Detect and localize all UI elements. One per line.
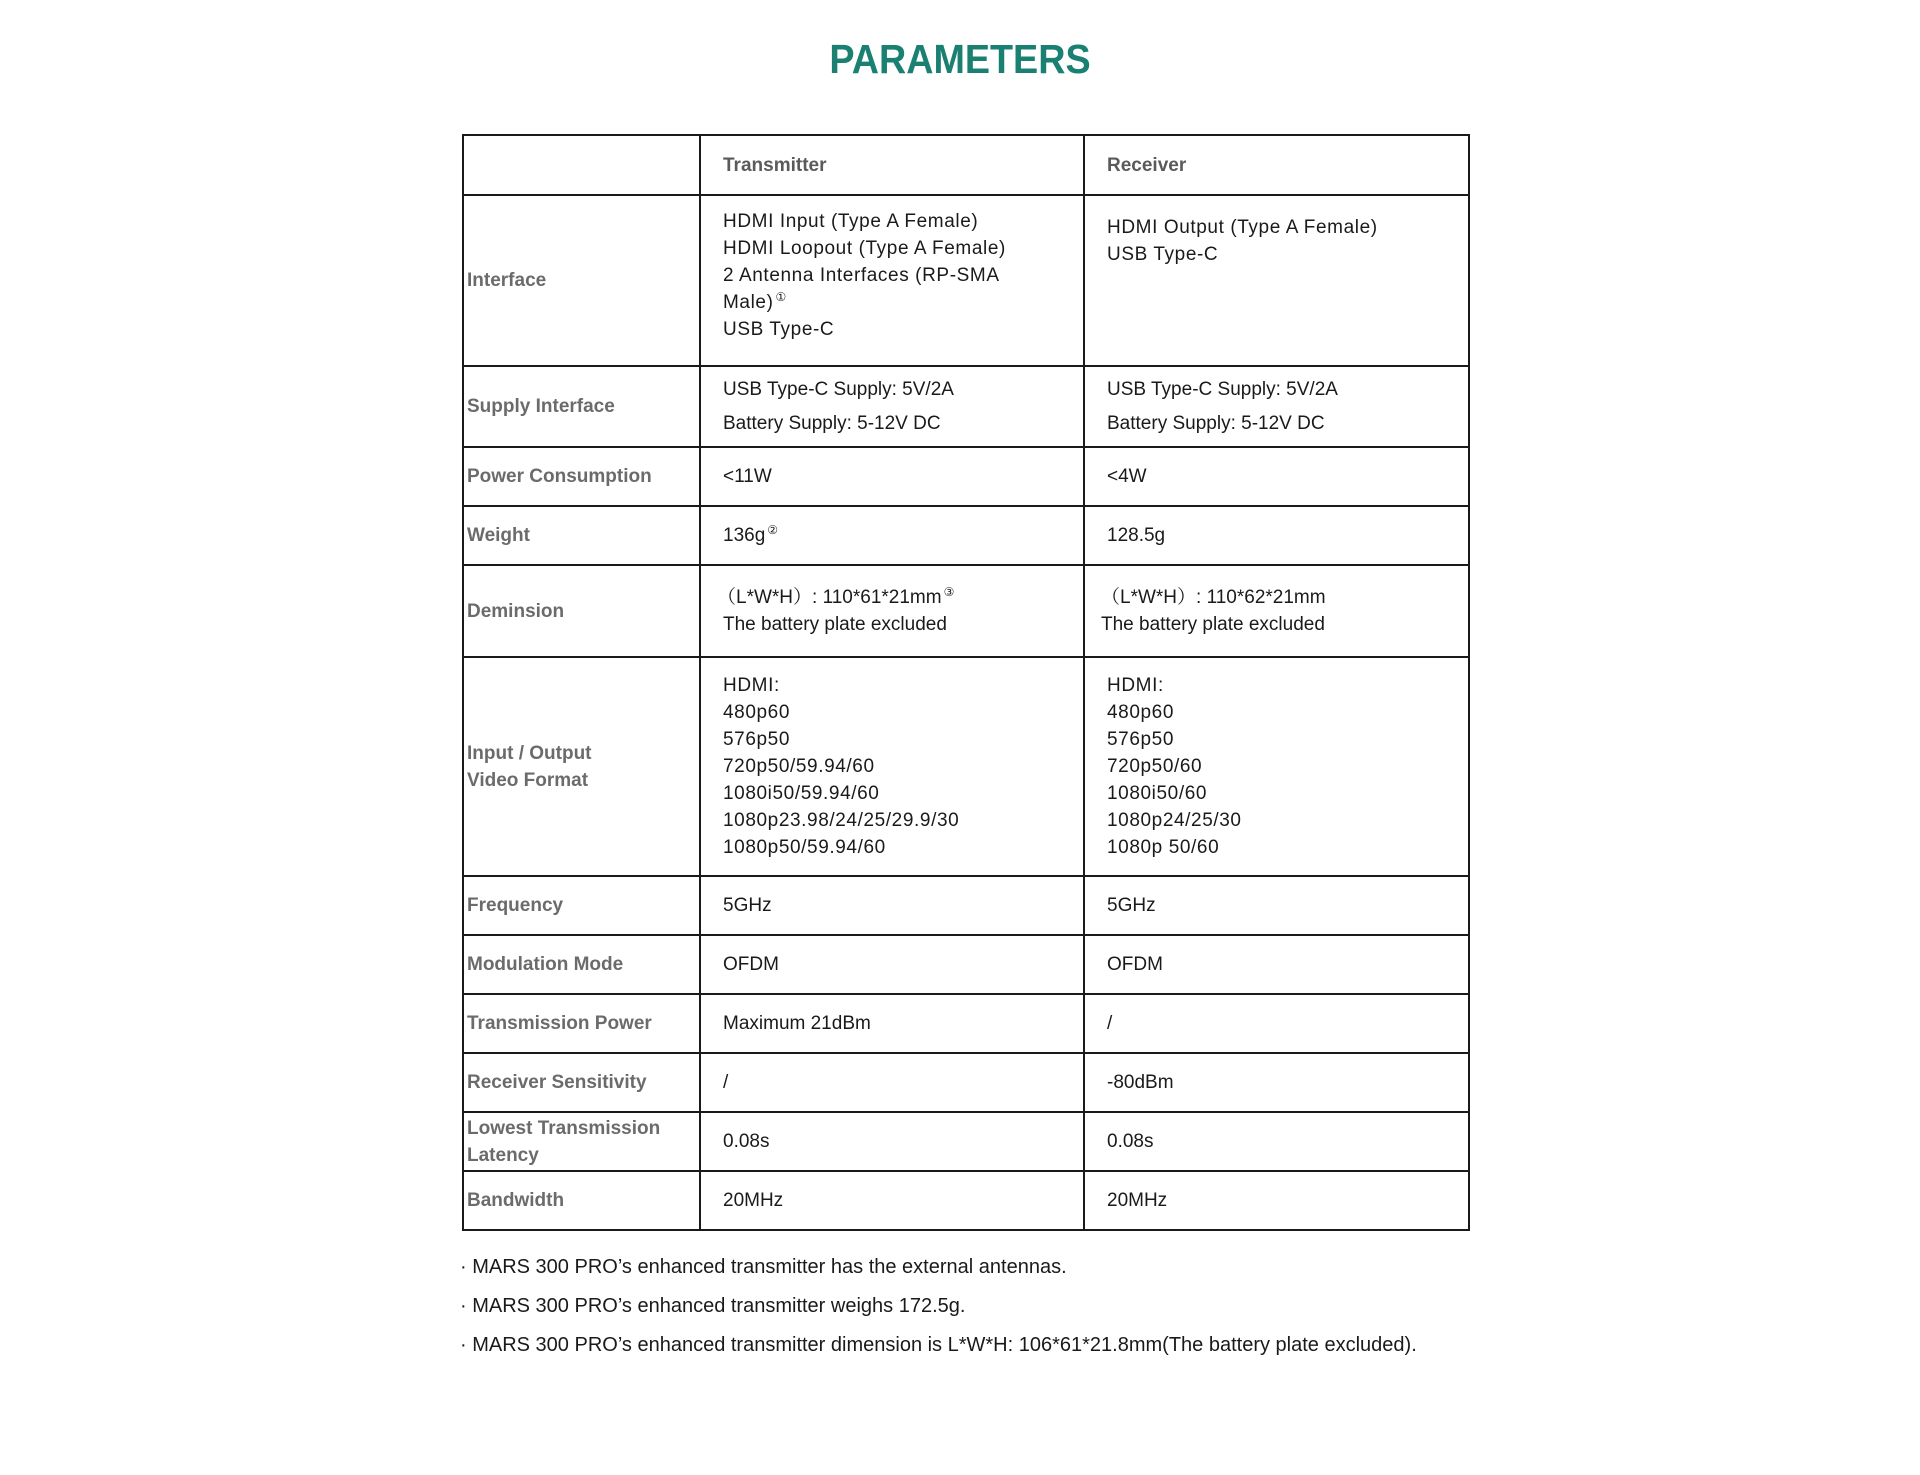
- video-tx-line: 480p60: [723, 702, 791, 723]
- video-tx-line: 720p50/59.94/60: [723, 756, 875, 777]
- row-label-supply: Supply Interface: [463, 366, 700, 447]
- dimension-transmitter-cell: [700, 565, 1084, 657]
- footnote-item: · MARS 300 PRO’s enhanced transmitter has the external antennas.: [460, 1256, 1067, 1278]
- transmission-power-receiver-cell: /: [1084, 994, 1469, 1053]
- video-rx-line: 480p60: [1107, 702, 1175, 723]
- row-label-power: Power Consumption: [463, 447, 700, 506]
- row-label-video-line: Input / Output: [467, 742, 592, 764]
- video-tx-line: 576p50: [723, 729, 791, 750]
- video-rx-line: 1080i50/60: [1107, 783, 1208, 804]
- table-row-frequency: [463, 876, 1469, 935]
- supply-rx-line: Battery Supply: 5-12V DC: [1107, 412, 1325, 434]
- interface-rx-line: HDMI Output (Type A Female): [1107, 217, 1378, 238]
- interface-tx-line: 2 Antenna Interfaces (RP-SMA: [723, 265, 1000, 286]
- interface-transmitter-cell: [700, 195, 1084, 366]
- dimension-tx-line: The battery plate excluded: [723, 614, 947, 635]
- table-row-video-format: [463, 657, 1469, 876]
- frequency-transmitter-cell: 5GHz: [700, 876, 1084, 935]
- table-row-weight: [463, 506, 1469, 565]
- page-title: PARAMETERS: [829, 36, 1091, 82]
- supply-transmitter-cell: [700, 366, 1084, 447]
- footnote-marker-1: ①: [775, 289, 787, 304]
- row-label-latency: [463, 1112, 700, 1171]
- dimension-tx-size: （L*W*H）: 110*61*21mm: [717, 587, 942, 608]
- latency-transmitter-cell: 0.08s: [700, 1112, 1084, 1171]
- modulation-transmitter-cell: OFDM: [700, 935, 1084, 994]
- dimension-rx-line: The battery plate excluded: [1101, 614, 1325, 635]
- interface-tx-text: Male): [723, 292, 774, 313]
- frequency-receiver-cell: 5GHz: [1084, 876, 1469, 935]
- header-transmitter: Transmitter: [700, 135, 1084, 195]
- interface-rx-line: USB Type-C: [1107, 244, 1219, 265]
- sensitivity-receiver-cell: -80dBm: [1084, 1053, 1469, 1112]
- table-row-sensitivity: [463, 1053, 1469, 1112]
- row-label-latency-line: Latency: [467, 1144, 539, 1166]
- table-row-transmission-power: [463, 994, 1469, 1053]
- bandwidth-receiver-cell: 20MHz: [1084, 1171, 1469, 1230]
- row-label-dimension: Deminsion: [463, 565, 700, 657]
- table-row-supply: [463, 366, 1469, 447]
- weight-receiver-cell: 128.5g: [1084, 506, 1469, 565]
- transmission-power-transmitter-cell: Maximum 21dBm: [700, 994, 1084, 1053]
- interface-tx-line: USB Type-C: [723, 319, 835, 340]
- parameters-table: [462, 134, 1470, 1231]
- video-tx-line: 1080i50/59.94/60: [723, 783, 880, 804]
- table-row-dimension: [463, 565, 1469, 657]
- video-rx-line: 576p50: [1107, 729, 1175, 750]
- interface-tx-line: HDMI Loopout (Type A Female): [723, 238, 1006, 259]
- video-transmitter-cell: [700, 657, 1084, 876]
- supply-rx-line: USB Type-C Supply: 5V/2A: [1107, 378, 1338, 400]
- weight-tx-value: 136g: [723, 525, 766, 546]
- row-label-video-line: Video Format: [467, 769, 589, 791]
- table-row-modulation: [463, 935, 1469, 994]
- row-label-frequency: Frequency: [463, 876, 700, 935]
- supply-tx-line: Battery Supply: 5-12V DC: [723, 412, 941, 434]
- table-row-interface: [463, 195, 1469, 366]
- table-row-latency: [463, 1112, 1469, 1171]
- footnote-marker-2: ②: [767, 522, 779, 537]
- row-label-transmission-power: Transmission Power: [463, 994, 700, 1053]
- spacer: [723, 343, 1083, 353]
- table-row-bandwidth: [463, 1171, 1469, 1230]
- video-rx-line: 1080p24/25/30: [1107, 810, 1242, 831]
- footnotes: [460, 1252, 1460, 1369]
- dimension-tx-line: [717, 584, 1083, 611]
- footnote-item: · MARS 300 PRO’s enhanced transmitter weighs 172.5g.: [460, 1295, 966, 1317]
- interface-tx-line: HDMI Input (Type A Female): [723, 211, 979, 232]
- video-rx-line: HDMI:: [1107, 675, 1164, 696]
- header-receiver: Receiver: [1084, 135, 1469, 195]
- footnote-item: · MARS 300 PRO’s enhanced transmitter dimension is L*W*H: 106*61*21.8mm(The battery plate excluded).: [460, 1334, 1417, 1356]
- row-label-interface: Interface: [463, 195, 700, 366]
- bandwidth-transmitter-cell: 20MHz: [700, 1171, 1084, 1230]
- supply-receiver-cell: [1084, 366, 1469, 447]
- header-blank-cell: [463, 135, 700, 195]
- supply-tx-line: USB Type-C Supply: 5V/2A: [723, 378, 954, 400]
- modulation-receiver-cell: OFDM: [1084, 935, 1469, 994]
- video-tx-line: HDMI:: [723, 675, 780, 696]
- dimension-receiver-cell: [1084, 565, 1469, 657]
- video-tx-line: 1080p50/59.94/60: [723, 837, 886, 858]
- interface-tx-line: [723, 289, 1083, 316]
- dimension-rx-line: （L*W*H）: 110*62*21mm: [1101, 587, 1326, 608]
- table-header-row: [463, 135, 1469, 195]
- video-tx-line: 1080p23.98/24/25/29.9/30: [723, 810, 960, 831]
- table-row-power: [463, 447, 1469, 506]
- latency-receiver-cell: 0.08s: [1084, 1112, 1469, 1171]
- interface-receiver-cell: [1084, 195, 1469, 366]
- video-rx-line: 720p50/60: [1107, 756, 1203, 777]
- row-label-latency-line: Lowest Transmission: [467, 1117, 661, 1139]
- row-label-video-format: [463, 657, 700, 876]
- video-receiver-cell: [1084, 657, 1469, 876]
- row-label-sensitivity: Receiver Sensitivity: [463, 1053, 700, 1112]
- row-label-modulation: Modulation Mode: [463, 935, 700, 994]
- video-rx-line: 1080p 50/60: [1107, 837, 1220, 858]
- power-transmitter-cell: <11W: [700, 447, 1084, 506]
- power-receiver-cell: <4W: [1084, 447, 1469, 506]
- row-label-bandwidth: Bandwidth: [463, 1171, 700, 1230]
- weight-transmitter-cell: [700, 506, 1084, 565]
- sensitivity-transmitter-cell: /: [700, 1053, 1084, 1112]
- row-label-weight: Weight: [463, 506, 700, 565]
- footnote-marker-3: ③: [943, 584, 955, 599]
